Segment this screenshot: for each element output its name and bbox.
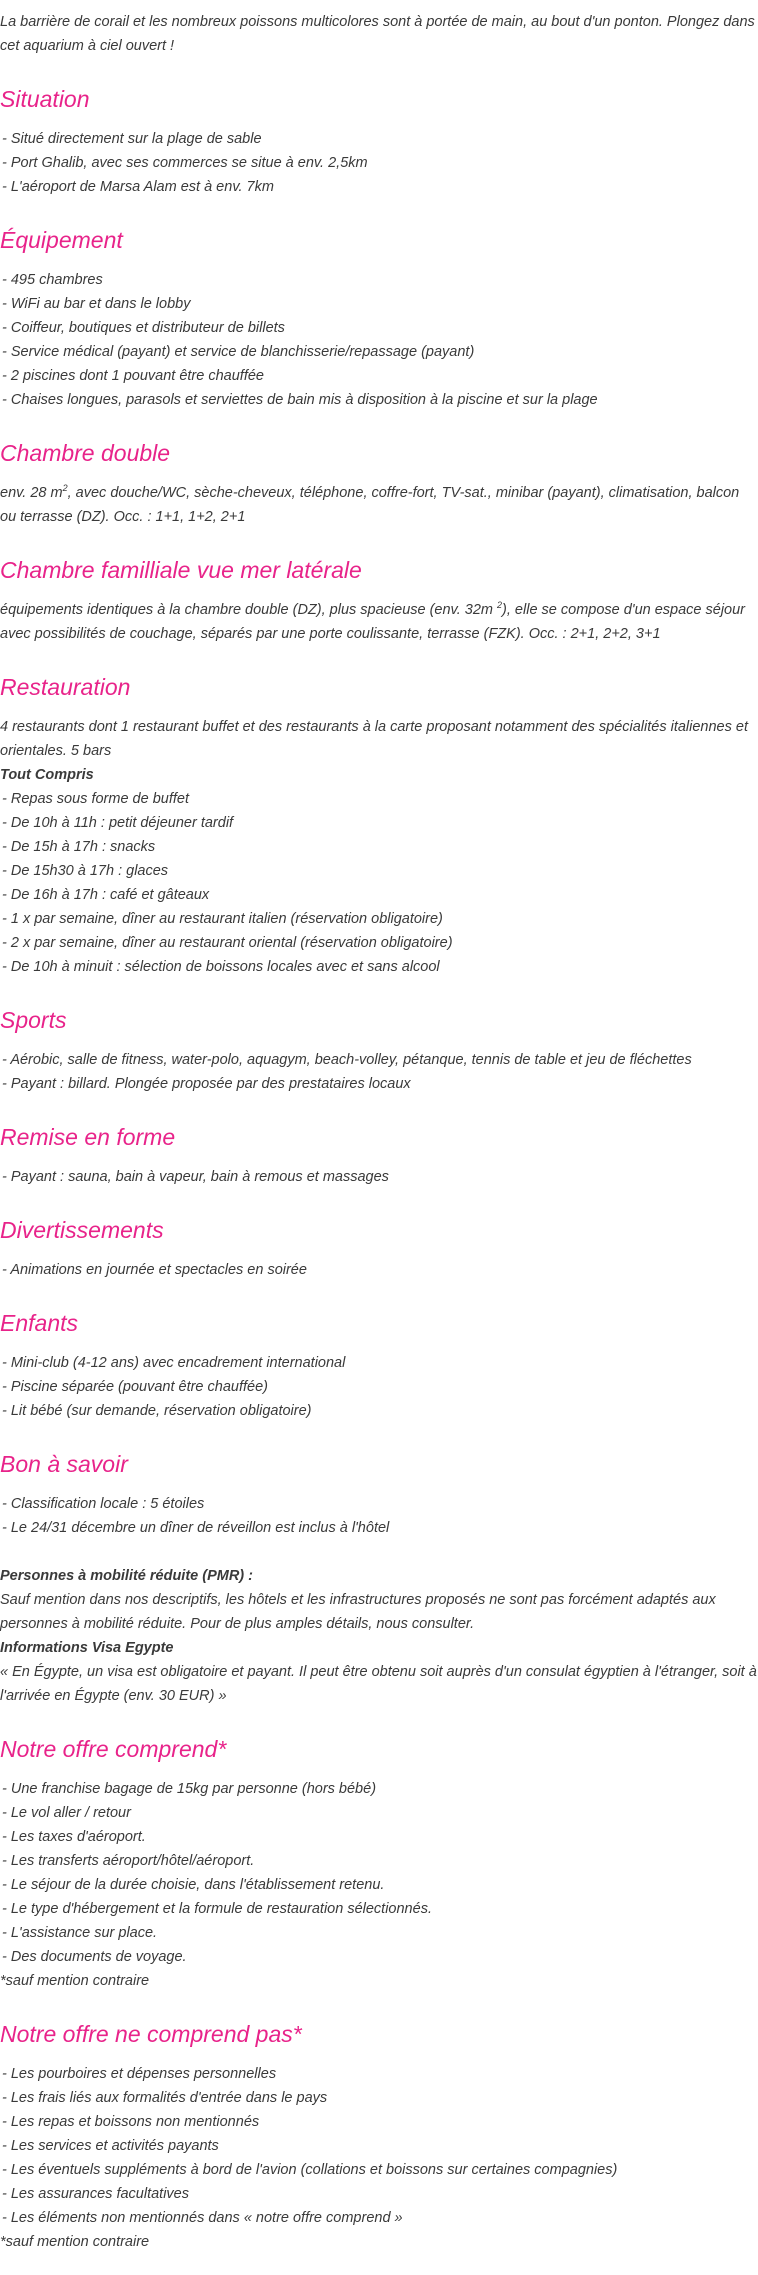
section-situation <box>0 85 758 199</box>
section-title-equipement: Équipement <box>0 227 123 253</box>
list-item: - Le type d'hébergement et la formule de restauration sélectionnés. <box>2 1901 432 1917</box>
chambre-familiale-text <box>0 598 758 646</box>
section-title-bon-a-savoir: Bon à savoir <box>0 1451 128 1477</box>
list-item: - Les éléments non mentionnés dans « notre offre comprend » <box>2 2210 403 2226</box>
list-item: - De 15h30 à 17h : glaces <box>2 863 169 879</box>
list-item: - Les éventuels suppléments à bord de l'avion (collations et boissons sur certaines compagnies) <box>2 2162 618 2178</box>
list-item: - Une franchise bagage de 15kg par personne (hors bébé) <box>2 1781 377 1797</box>
section-title-remise-en-forme: Remise en forme <box>0 1124 176 1150</box>
list-item: - Aérobic, salle de fitness, water-polo, aquagym, beach-volley, pétanque, tennis de table et jeu de fléchettes <box>2 1052 692 1068</box>
restauration-text: 4 restaurants dont 1 restaurant buffet et des restaurants à la carte proposant notamment des spécialités italiennes et orientales. 5 bars <box>0 719 748 759</box>
list-item: - Des documents de voyage. <box>2 1949 187 1965</box>
section-title-divertissements: Divertissements <box>0 1217 164 1243</box>
section-chambre-double <box>0 439 758 529</box>
footnote: *sauf mention contraire <box>0 2234 150 2250</box>
section-title-offre-comprend: Notre offre comprend* <box>0 1736 227 1762</box>
list-item: - Classification locale : 5 étoiles <box>2 1496 205 1512</box>
section-offre-ne-comprend-pas <box>0 2020 758 2254</box>
list-item: - Le vol aller / retour <box>2 1805 131 1821</box>
section-remise-en-forme <box>0 1123 758 1189</box>
list-item: - Mini-club (4-12 ans) avec encadrement international <box>2 1355 346 1371</box>
list-item: - Les assurances facultatives <box>2 2186 189 2202</box>
list-item: - De 16h à 17h : café et gâteaux <box>2 887 210 903</box>
list-item: - De 10h à 11h : petit déjeuner tardif <box>2 815 234 831</box>
list-item: - Le 24/31 décembre un dîner de réveillon est inclus à l'hôtel <box>2 1520 390 1536</box>
section-chambre-familiale <box>0 556 758 646</box>
section-equipement <box>0 226 758 412</box>
list-item: - De 15h à 17h : snacks <box>2 839 156 855</box>
list-item: - L'assistance sur place. <box>2 1925 158 1941</box>
section-enfants <box>0 1309 758 1423</box>
chambre-double-text <box>0 481 758 529</box>
list-item: - 2 piscines dont 1 pouvant être chauffée <box>2 368 264 384</box>
spacer <box>0 1540 758 1564</box>
section-restauration <box>0 673 758 979</box>
list-item: - Chaises longues, parasols et serviettes de bain mis à disposition à la piscine et sur la plage <box>2 392 598 408</box>
list-item: - WiFi au bar et dans le lobby <box>2 296 191 312</box>
subtitle-tout-compris: Tout Compris <box>0 767 94 783</box>
list-item: - 2 x par semaine, dîner au restaurant oriental (réservation obligatoire) <box>2 935 453 951</box>
list-item: - Les repas et boissons non mentionnés <box>2 2114 260 2130</box>
list-item: - Piscine séparée (pouvant être chauffée) <box>2 1379 268 1395</box>
section-title-enfants: Enfants <box>0 1310 78 1336</box>
list-item: - L'aéroport de Marsa Alam est à env. 7km <box>2 179 274 195</box>
list-item: - Coiffeur, boutiques et distributeur de billets <box>2 320 285 336</box>
text-part: ), elle se compose d'un espace séjour avec possibilités de couchage, séparés par une porte coulissante, terrasse (FZK). Occ. : 2+1, 2+2, 3+1 <box>0 602 746 642</box>
section-bon-a-savoir <box>0 1450 758 1708</box>
visa-title: Informations Visa Egypte <box>0 1640 174 1656</box>
list-item: - Les frais liés aux formalités d'entrée dans le pays <box>2 2090 328 2106</box>
section-title-sports: Sports <box>0 1007 67 1033</box>
list-item: - Lit bébé (sur demande, réservation obligatoire) <box>2 1403 312 1419</box>
list-item: - Le séjour de la durée choisie, dans l'établissement retenu. <box>2 1877 385 1893</box>
text-part: équipements identiques à la chambre double (DZ), plus spacieuse (env. 32m <box>0 602 498 618</box>
list-item: - Payant : sauna, bain à vapeur, bain à remous et massages <box>2 1169 389 1185</box>
list-item: - Situé directement sur la plage de sable <box>2 131 262 147</box>
section-divertissements <box>0 1216 758 1282</box>
superscript: 2 <box>62 483 68 494</box>
visa-text: « En Égypte, un visa est obligatoire et payant. Il peut être obtenu soit auprès d'un consulat égyptien à l'étranger, soit à l'arrivée en Égypte (env. 30 EUR) » <box>0 1664 757 1704</box>
section-sports <box>0 1006 758 1096</box>
list-item: - Port Ghalib, avec ses commerces se situe à env. 2,5km <box>2 155 368 171</box>
list-item: - Les services et activités payants <box>2 2138 219 2154</box>
superscript: 2 <box>497 600 503 611</box>
pmr-text: Sauf mention dans nos descriptifs, les hôtels et les infrastructures proposés ne sont pas forcément adaptés aux personnes à mobilité réduite. Pour de plus amples détails, nous consulter. <box>0 1592 716 1632</box>
list-item: - Repas sous forme de buffet <box>2 791 189 807</box>
section-title-restauration: Restauration <box>0 674 131 700</box>
list-item: - Les taxes d'aéroport. <box>2 1829 146 1845</box>
text-part: env. 28 m <box>0 485 63 501</box>
list-item: - Animations en journée et spectacles en soirée <box>2 1262 307 1278</box>
section-offre-comprend <box>0 1735 758 1993</box>
footnote: *sauf mention contraire <box>0 1973 150 1989</box>
list-item: - De 10h à minuit : sélection de boissons locales avec et sans alcool <box>2 959 440 975</box>
section-title-chambre-familiale: Chambre familliale vue mer latérale <box>0 557 362 583</box>
list-item: - Les pourboires et dépenses personnelles <box>2 2066 277 2082</box>
text-part: , avec douche/WC, sèche-cheveux, téléphone, coffre-fort, TV-sat., minibar (payant), climatisation, balcon ou terrasse (DZ). Occ. : 1+1, 1+2, 2+1 <box>0 485 740 525</box>
list-item: - Payant : billard. Plongée proposée par des prestataires locaux <box>2 1076 411 1092</box>
list-item: - 495 chambres <box>2 272 103 288</box>
list-item: - 1 x par semaine, dîner au restaurant italien (réservation obligatoire) <box>2 911 443 927</box>
pmr-title: Personnes à mobilité réduite (PMR) : <box>0 1568 253 1584</box>
section-title-chambre-double: Chambre double <box>0 440 171 466</box>
section-title-situation: Situation <box>0 86 90 112</box>
list-item: - Les transferts aéroport/hôtel/aéroport. <box>2 1853 255 1869</box>
section-title-offre-ne-comprend-pas: Notre offre ne comprend pas* <box>0 2021 302 2047</box>
intro-text: La barrière de corail et les nombreux poissons multicolores sont à portée de main, au bout d'un ponton. Plongez dans cet aquarium à ciel ouvert ! <box>0 14 755 54</box>
list-item: - Service médical (payant) et service de blanchisserie/repassage (payant) <box>2 344 475 360</box>
